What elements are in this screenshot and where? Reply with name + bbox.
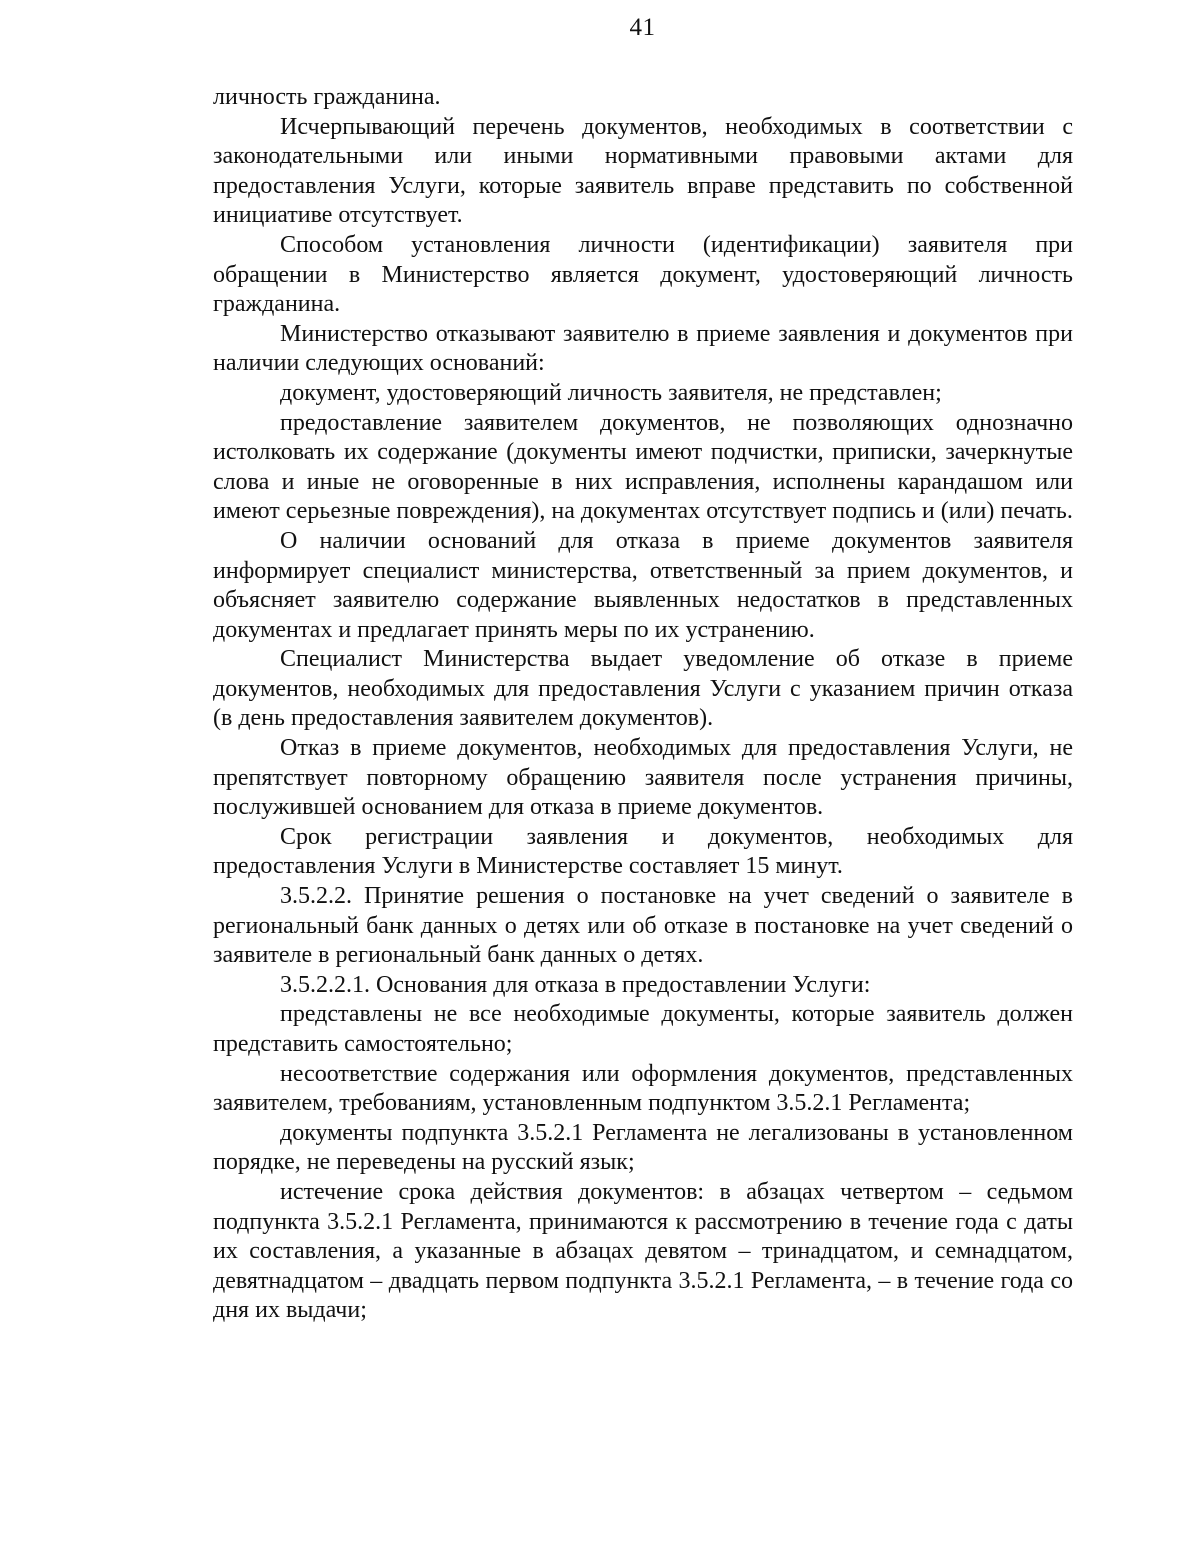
paragraph: Исчерпывающий перечень документов, необходимых в соответствии с законодательными или иными нормативными правовыми актами для предоставления Услуги, которые заявитель вправе представить по собственной инициативе отсутствует. — [213, 113, 1073, 229]
paragraph: документ, удостоверяющий личность заявителя, не представлен; — [280, 379, 942, 406]
paragraph: О наличии оснований для отказа в приеме документов заявителя информирует специалист министерства, ответственный за прием документов, и объясняет заявителю содержание выявленных недостатков в представленных документах и предлагает принять меры по их устранению. — [213, 527, 1073, 643]
paragraph: представлены не все необходимые документы, которые заявитель должен представить самостоятельно; — [213, 1001, 1073, 1057]
paragraph: Министерство отказывают заявителю в приеме заявления и документов при наличии следующих оснований: — [213, 320, 1073, 377]
paragraph: 3.5.2.2. Принятие решения о постановке на учет сведений о заявителе в региональный банк данных о детях или об отказе в постановке на учет сведений о заявителе в региональный банк данных о детях. — [213, 883, 1073, 969]
paragraph: предоставление заявителем документов, не позволяющих однозначно истолковать их содержание (документы имеют подчистки, приписки, зачеркнутые слова и иные не оговоренные в них исправления, исполнены карандашом или имеют серьезные повреждения), на документах отсутствует подпись и (или) печать. — [213, 409, 1073, 525]
page-number: 41 — [629, 14, 656, 41]
paragraph: документы подпункта 3.5.2.1 Регламента не легализованы в установленном порядке, не переведены на русский язык; — [213, 1119, 1073, 1176]
paragraph: несоответствие содержания или оформления документов, представленных заявителем, требованиям, установленным подпунктом 3.5.2.1 Регламента; — [213, 1060, 1073, 1117]
paragraph: Способом установления личности (идентификации) заявителя при обращении в Министерство является документ, удостоверяющий личность гражданина. — [213, 231, 1073, 318]
paragraph: Специалист Министерства выдает уведомление об отказе в приеме документов, необходимых для предоставления Услуги с указанием причин отказа (в день предоставления заявителем документов). — [213, 646, 1073, 732]
paragraph: истечение срока действия документов: в абзацах четвертом – седьмом подпункта 3.5.2.1 Регламента, принимаются к рассмотрению в течение года с даты их составления, а указанные в абзацах девятом – тринадцатом, и семнадцатом, девятнадцатом – двадцать первом подпункта 3.5.2.1 Регламента, – в течение года со дня их выдачи; — [213, 1178, 1073, 1324]
paragraph: 3.5.2.2.1. Основания для отказа в предоставлении Услуги: — [280, 971, 871, 998]
paragraph: Отказ в приеме документов, необходимых для предоставления Услуги, не препятствует повторному обращению заявителя после устранения причины, послужившей основанием для отказа в приеме документов. — [213, 735, 1073, 821]
paragraph: Срок регистрации заявления и документов, необходимых для предоставления Услуги в Министерстве составляет 15 минут. — [213, 823, 1073, 880]
document-body — [213, 83, 1073, 1326]
paragraph-continuation: личность гражданина. — [213, 84, 441, 110]
